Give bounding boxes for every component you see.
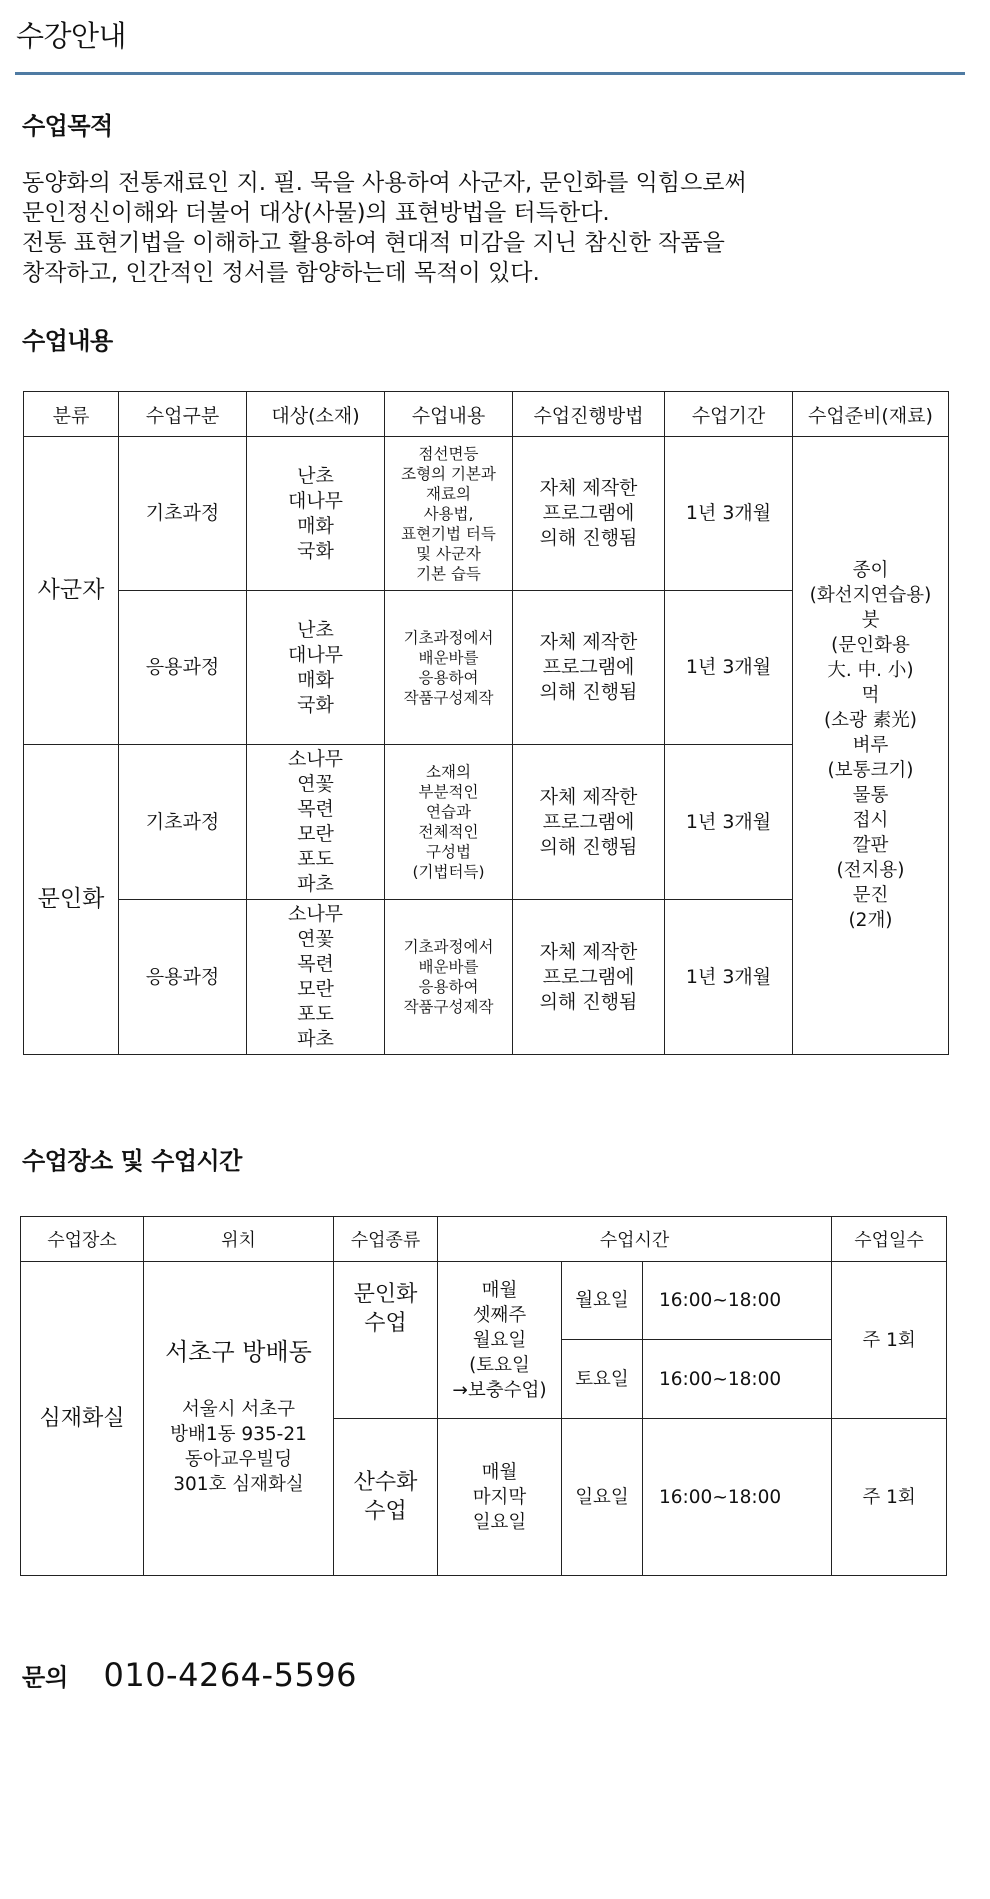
cell-line: 깔판 (852, 835, 889, 856)
purpose-text (22, 168, 972, 288)
cell-line: 배운바를 (418, 958, 479, 976)
cell-line: 응용하여 (418, 668, 479, 687)
cell-line: 구성법 (426, 843, 471, 861)
cell-line: 응용하여 (418, 978, 479, 996)
cell-line: 작품구성제작 (403, 688, 494, 707)
purpose-heading: 수업목적 (22, 112, 113, 140)
day-cell: 일요일 (562, 1419, 643, 1576)
cell-line: 종이 (852, 560, 889, 581)
cell-line: 연습과 (426, 803, 471, 821)
header-type: 수업구분 (119, 392, 247, 437)
time-cell: 16:00~18:00 (643, 1262, 832, 1340)
contact-section (22, 1656, 357, 1694)
cell-line: 문진 (852, 885, 889, 906)
class-when-cell (438, 1419, 562, 1576)
title-divider (15, 72, 965, 75)
materials-cell (793, 437, 949, 1055)
time-cell: 16:00~18:00 (643, 1419, 832, 1576)
cell-line: 大. 中. 小) (827, 660, 914, 681)
cell-line: 프로그램에 (542, 965, 635, 988)
cell-line: (기법터득) (412, 863, 485, 881)
page-title: 수강안내 (16, 19, 127, 53)
cell-line: 소나무 (287, 903, 344, 925)
cell-line: 의해 진행됨 (539, 835, 638, 858)
header-details: 수업내용 (385, 392, 513, 437)
header-materials: 수업준비(재료) (793, 392, 949, 437)
cell-line: (토요일 (469, 1354, 530, 1376)
cell-line: 파초 (297, 873, 334, 895)
cell-line: 매화 (297, 514, 334, 537)
cell-line: 산수화 (353, 1470, 418, 1495)
class-type-cell (334, 1262, 438, 1419)
location-cell (144, 1262, 334, 1576)
cell-line: 사용법, (423, 504, 474, 523)
schedule-heading: 수업장소 및 수업시간 (22, 1147, 242, 1175)
cell-line: 접시 (852, 810, 889, 831)
cell-line: (문인화용 (831, 635, 910, 656)
method-cell (513, 900, 665, 1055)
header-place: 수업장소 (21, 1217, 144, 1262)
cell-line: 마지막 (472, 1486, 527, 1508)
cell-line: 일요일 (472, 1511, 527, 1533)
cell-line: 자체 제작한 (539, 631, 638, 653)
type-cell: 응용과정 (119, 591, 247, 745)
type-cell: 기초과정 (119, 437, 247, 591)
cell-line: 자체 제작한 (539, 477, 638, 499)
cell-line: 물통 (852, 785, 889, 806)
cell-line: 대나무 (287, 643, 344, 666)
cell-line: 소나무 (287, 748, 344, 770)
cell-line: 목련 (297, 953, 334, 975)
cell-line: 점선면등 (418, 444, 479, 463)
content-table (23, 391, 949, 1055)
details-cell (385, 900, 513, 1055)
cell-line: 포도 (297, 1003, 334, 1025)
cell-line: 표현기법 터득 (401, 524, 496, 543)
subjects-cell (247, 745, 385, 900)
cell-line: 붓 (861, 610, 880, 631)
table-row (21, 1262, 947, 1340)
cell-line: 난초 (297, 618, 334, 641)
cell-line: 서울시 서초구 (181, 1399, 296, 1420)
purpose-line: 창작하고, 인간적인 정서를 함양하는데 목적이 있다. (22, 260, 540, 286)
day-cell: 토요일 (562, 1340, 643, 1419)
cell-line: 재료의 (426, 484, 471, 503)
cell-line: (전지용) (836, 860, 905, 881)
content-header-row (24, 392, 949, 437)
contact-label: 문의 (22, 1663, 69, 1692)
period-cell: 1년 3개월 (665, 900, 793, 1055)
period-cell: 1년 3개월 (665, 591, 793, 745)
header-subject: 대상(소재) (247, 392, 385, 437)
place-cell: 심재화실 (21, 1262, 144, 1576)
location-address (144, 1397, 333, 1497)
cell-line: 난초 (297, 464, 334, 487)
details-cell (385, 437, 513, 591)
header-frequency: 수업일수 (832, 1217, 947, 1262)
schedule-table (20, 1216, 947, 1576)
class-when-cell (438, 1262, 562, 1419)
subjects-cell (247, 900, 385, 1055)
cell-line: 모란 (297, 823, 334, 845)
type-cell: 기초과정 (119, 745, 247, 900)
category-cell: 문인화 (24, 745, 119, 1055)
cell-line: 셋째주 (472, 1304, 527, 1326)
cell-line: 자체 제작한 (539, 940, 638, 963)
cell-line: 매월 (481, 1461, 518, 1483)
cell-line: 기본 습득 (416, 564, 481, 583)
method-cell (513, 437, 665, 591)
content-heading: 수업내용 (22, 327, 113, 355)
day-cell: 월요일 (562, 1262, 643, 1340)
frequency-cell: 주 1회 (832, 1262, 947, 1419)
header-class-time: 수업시간 (438, 1217, 832, 1262)
cell-line: 작품구성제작 (403, 998, 494, 1016)
cell-line: 기초과정에서 (403, 628, 494, 647)
cell-line: 소재의 (426, 763, 471, 781)
cell-line: (2개) (848, 910, 893, 931)
cell-line: 월요일 (472, 1329, 527, 1351)
cell-line: 문인화 (353, 1282, 418, 1307)
cell-line: 조형의 기본과 (401, 464, 496, 483)
cell-line: 의해 진행됨 (539, 681, 638, 703)
cell-line: 기초과정에서 (403, 938, 494, 956)
cell-line: 의해 진행됨 (539, 527, 638, 549)
cell-line: 방배1동 935-21 (170, 1424, 307, 1445)
purpose-line: 전통 표현기법을 이해하고 활용하여 현대적 미감을 지닌 참신한 작품을 (22, 230, 725, 256)
cell-line: →보충수업) (452, 1379, 547, 1401)
cell-line: 국화 (297, 693, 334, 716)
cell-line: 배운바를 (418, 648, 479, 667)
header-method: 수업진행방법 (513, 392, 665, 437)
header-period: 수업기간 (665, 392, 793, 437)
type-cell: 응용과정 (119, 900, 247, 1055)
subjects-cell (247, 591, 385, 745)
cell-line: 대나무 (287, 489, 344, 512)
details-cell (385, 745, 513, 900)
cell-line: 연꽃 (297, 773, 334, 795)
cell-line: 파초 (297, 1028, 334, 1050)
period-cell: 1년 3개월 (665, 745, 793, 900)
cell-line: (화선지연습용) (809, 585, 932, 606)
subjects-cell (247, 437, 385, 591)
cell-line: 동아교우빌딩 (184, 1449, 293, 1470)
cell-line: 연꽃 (297, 928, 334, 950)
contact-phone: 010-4264-5596 (103, 1656, 358, 1694)
table-row (24, 437, 949, 591)
cell-line: 프로그램에 (542, 502, 635, 524)
cell-line: 전체적인 (418, 823, 479, 841)
time-cell: 16:00~18:00 (643, 1340, 832, 1419)
cell-line: 목련 (297, 798, 334, 820)
cell-line: 및 사군자 (416, 544, 481, 563)
cell-line: 모란 (297, 978, 334, 1000)
cell-line: 수업 (364, 1311, 407, 1336)
cell-line: 수업 (364, 1499, 407, 1524)
header-category: 분류 (24, 392, 119, 437)
class-type-cell (334, 1419, 438, 1576)
category-cell: 사군자 (24, 437, 119, 745)
cell-line: 먹 (861, 685, 880, 706)
purpose-line: 동양화의 전통재료인 지. 필. 묵을 사용하여 사군자, 문인화를 익힘으로써 (22, 170, 747, 196)
details-cell (385, 591, 513, 745)
cell-line: 포도 (297, 848, 334, 870)
method-cell (513, 745, 665, 900)
schedule-header-row (21, 1217, 947, 1262)
frequency-cell: 주 1회 (832, 1419, 947, 1576)
cell-line: 의해 진행됨 (539, 990, 638, 1013)
period-cell: 1년 3개월 (665, 437, 793, 591)
cell-line: 301호 심재화실 (173, 1474, 304, 1495)
cell-line: 부분적인 (418, 783, 479, 801)
location-name: 서초구 방배동 (165, 1338, 312, 1366)
cell-line: 프로그램에 (542, 810, 635, 833)
purpose-line: 문인정신이해와 더불어 대상(사물)의 표현방법을 터득한다. (22, 200, 610, 226)
header-class-type: 수업종류 (334, 1217, 438, 1262)
cell-line: (소광 素光) (823, 710, 918, 731)
cell-line: 매화 (297, 668, 334, 691)
cell-line: 자체 제작한 (539, 785, 638, 808)
cell-line: 프로그램에 (542, 656, 635, 678)
cell-line: 벼루 (852, 735, 889, 756)
header-location: 위치 (144, 1217, 334, 1262)
cell-line: (보통크기) (827, 760, 914, 781)
cell-line: 국화 (297, 539, 334, 562)
cell-line: 매월 (481, 1279, 518, 1301)
method-cell (513, 591, 665, 745)
